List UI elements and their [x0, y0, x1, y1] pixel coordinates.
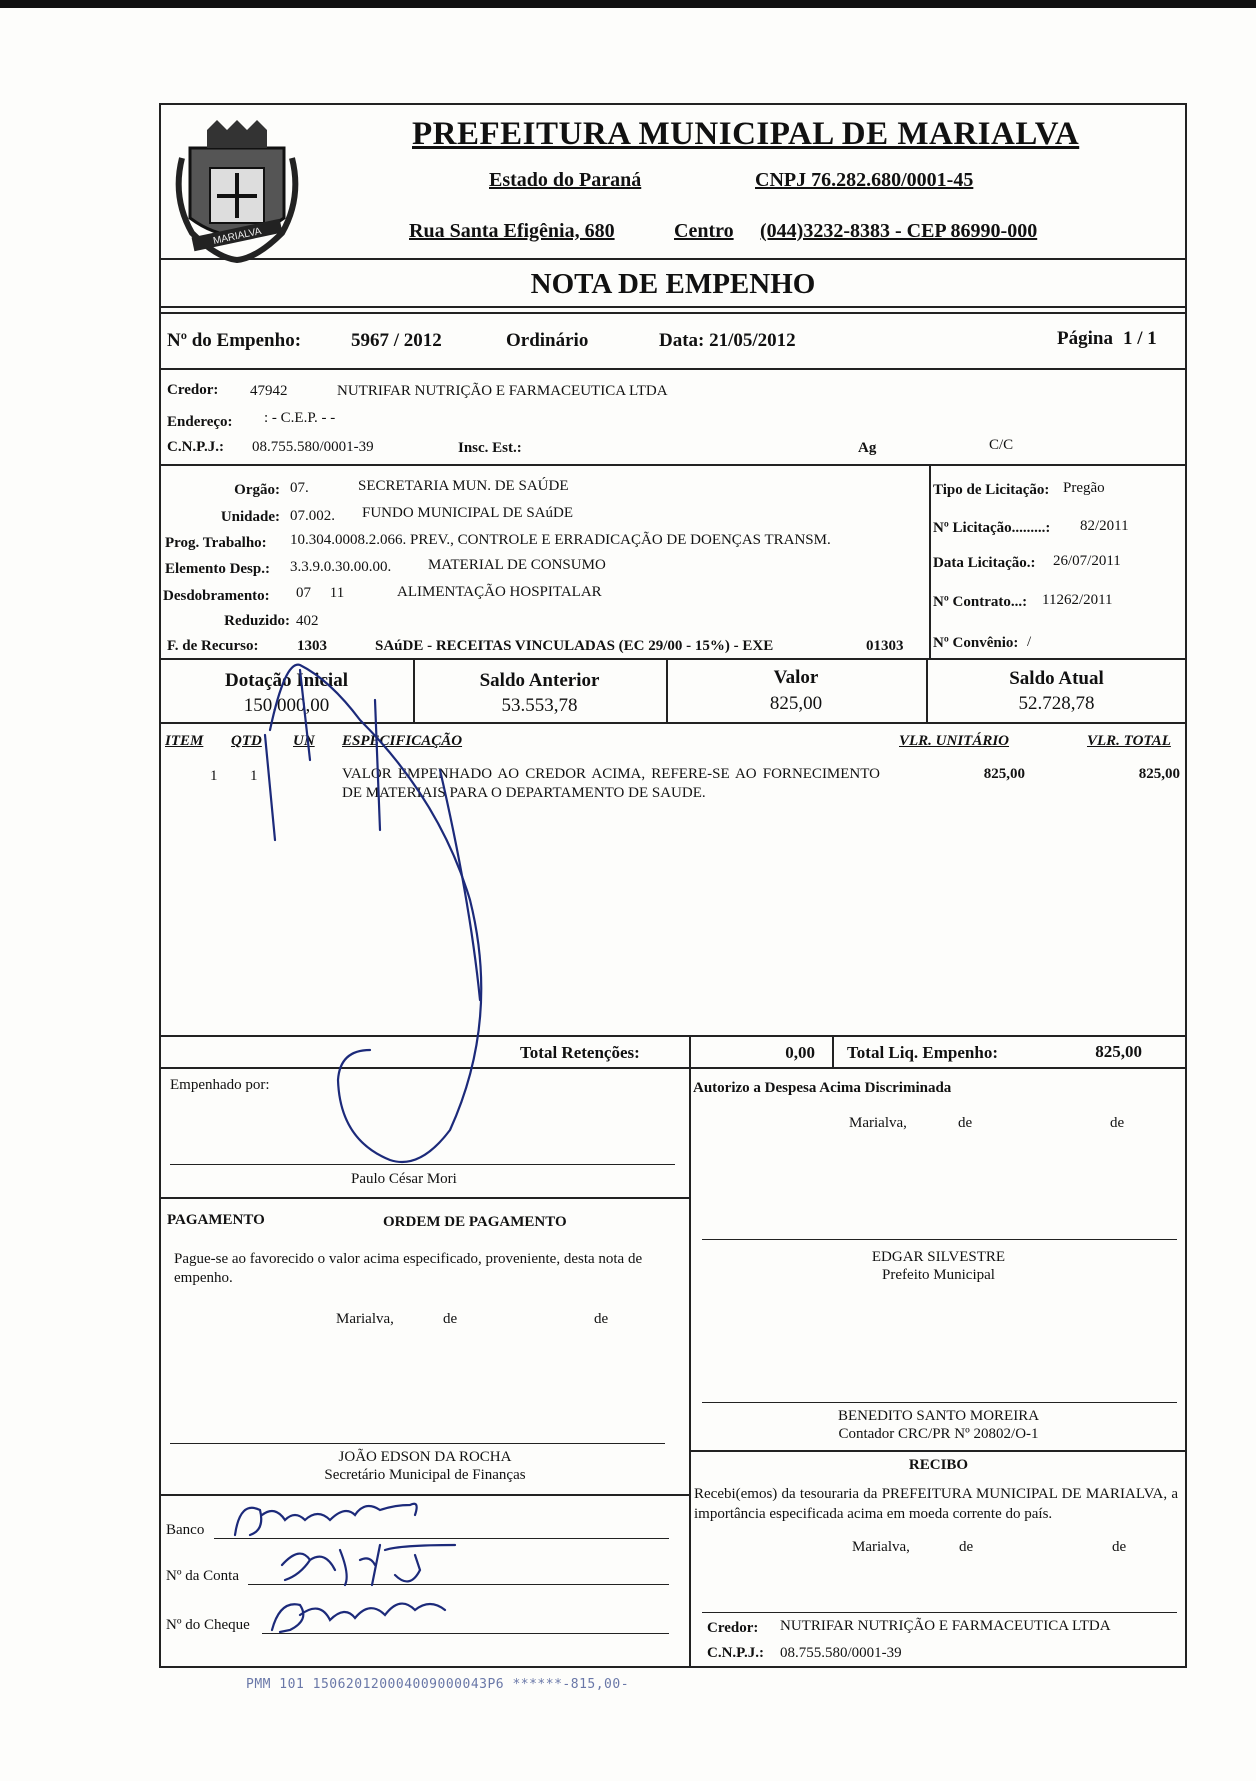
- address-label: Endereço:: [167, 414, 233, 430]
- recurso-number: 01303: [866, 638, 904, 654]
- credor-name: NUTRIFAR NUTRIÇÃO E FARMACEUTICA LTDA: [337, 383, 668, 399]
- col-header-vlr-unitario: VLR. UNITÁRIO: [899, 733, 1010, 749]
- page-label: Página: [1057, 328, 1113, 349]
- elemento-name: MATERIAL DE CONSUMO: [428, 557, 606, 573]
- elemento-label: Elemento Desp.:: [165, 561, 270, 577]
- autorizo-local: Marialva,: [849, 1115, 907, 1131]
- ordem-pagamento-label: ORDEM DE PAGAMENTO: [383, 1214, 567, 1230]
- svg-text:MARIALVA: MARIALVA: [212, 225, 263, 247]
- autorizo-de1: de: [958, 1115, 973, 1131]
- item-unit-value: 825,00: [983, 766, 1025, 782]
- credor-code: 47942: [250, 383, 288, 399]
- orgao-name: SECRETARIA MUN. DE SAÚDE: [358, 478, 569, 494]
- account-label: C/C: [989, 437, 1014, 453]
- neighborhood: Centro: [674, 220, 734, 242]
- recibo-local: Marialva,: [852, 1539, 910, 1555]
- recurso-name: SAúDE - RECEITAS VINCULADAS (EC 29/00 - 15%) - EXE: [375, 638, 774, 654]
- municipality-title: PREFEITURA MUNICIPAL DE MARIALVA: [412, 116, 1080, 152]
- saldo-anterior-label: Saldo Anterior: [479, 670, 600, 691]
- item-number: 1: [210, 768, 218, 784]
- pagamento-label: PAGAMENTO: [167, 1212, 265, 1228]
- desdobramento-code: 07 11: [296, 585, 345, 601]
- credor-cnpj-label: C.N.P.J.:: [167, 439, 224, 455]
- recibo-cnpj-label: C.N.P.J.:: [707, 1645, 764, 1661]
- col-header-vlr-total: VLR. TOTAL: [1087, 733, 1171, 749]
- contract-number: 11262/2011: [1042, 592, 1113, 608]
- licitacao-date: 26/07/2011: [1053, 553, 1121, 569]
- col-header-item: ITEM: [165, 733, 204, 749]
- recibo-cnpj: 08.755.580/0001-39: [780, 1645, 902, 1661]
- bank-stamp: PMM 101 150620120004009000043P6 ******-815,00-: [246, 1677, 630, 1692]
- orgao-label: Orgão:: [234, 482, 280, 498]
- valor-value: 825,00: [769, 693, 823, 714]
- reduzido: 402: [296, 613, 319, 629]
- recibo-label: RECIBO: [908, 1457, 969, 1473]
- phone-cep: (044)3232-8383 - CEP 86990-000: [760, 220, 1038, 242]
- empenho-number: 5967 / 2012: [351, 330, 442, 351]
- recibo-text: Recebi(emos) da tesouraria da PREFEITURA MUNICIPAL DE MARIALVA, a importância especificada acima em moeda corrente do país.: [694, 1486, 1178, 1522]
- licitacao-number: 82/2011: [1080, 518, 1129, 534]
- unidade-code: 07.002.: [290, 508, 335, 524]
- recibo-de1: de: [959, 1539, 974, 1555]
- recibo-credor-label: Credor:: [707, 1620, 759, 1636]
- recibo-credor-name: NUTRIFAR NUTRIÇÃO E FARMACEUTICA LTDA: [780, 1618, 1111, 1634]
- item-description: VALOR EMPENHADO AO CREDOR ACIMA, REFERE-SE AO FORNECIMENTO DE MATERIAIS PARA O DEPARTAMENTO DE SAUDE.: [342, 766, 880, 801]
- prefeito-name: EDGAR SILVESTRE: [871, 1249, 1006, 1265]
- autorizo-de2: de: [1110, 1115, 1125, 1131]
- contador-name: BENEDITO SANTO MOREIRA: [837, 1408, 1040, 1424]
- empenho-number-label: Nº do Empenho:: [167, 330, 302, 351]
- recurso-code: 1303: [297, 638, 327, 654]
- saldo-anterior-value: 53.553,78: [501, 695, 578, 716]
- pagamento-de2: de: [594, 1311, 609, 1327]
- reduzido-label: Reduzido:: [224, 613, 290, 629]
- convenio-number: /: [1027, 634, 1032, 650]
- recurso-label: F. de Recurso:: [167, 638, 259, 654]
- retencoes-value: 0,00: [785, 1043, 815, 1062]
- item-qtd: 1: [250, 768, 258, 784]
- orgao-code: 07.: [290, 480, 309, 496]
- empenho-type: Ordinário: [506, 330, 589, 351]
- municipality-cnpj: CNPJ 76.282.680/0001-45: [755, 169, 974, 191]
- pagamento-text: Pague-se ao favorecido o valor acima especificado, proveniente, desta nota de empenho.: [174, 1251, 643, 1286]
- prefeito-cargo: Prefeito Municipal: [882, 1267, 995, 1283]
- unidade-name: FUNDO MUNICIPAL DE SAúDE: [362, 505, 573, 521]
- retencoes-label: Total Retenções:: [520, 1043, 640, 1062]
- cheque-label: Nº do Cheque: [166, 1617, 250, 1633]
- valor-label: Valor: [773, 667, 819, 688]
- pagamento-de1: de: [443, 1311, 458, 1327]
- saldo-atual-value: 52.728,78: [1018, 693, 1095, 714]
- saldo-atual-label: Saldo Atual: [1009, 668, 1104, 689]
- desdobramento-label: Desdobramento:: [163, 588, 270, 604]
- credor-address: : - C.E.P. - -: [264, 410, 336, 426]
- secretario-name: JOÃO EDSON DA ROCHA: [338, 1449, 512, 1465]
- empenhado-label: Empenhado por:: [170, 1077, 270, 1093]
- document-title: NOTA DE EMPENHO: [530, 268, 816, 300]
- licitacao-date-label: Data Licitação.:: [933, 555, 1036, 571]
- contract-label: Nº Contrato...:: [933, 594, 1028, 610]
- convenio-label: Nº Convênio:: [933, 635, 1019, 651]
- state-name: Estado do Paraná: [489, 169, 642, 191]
- agency-label: Ag: [858, 440, 877, 456]
- item-total-value: 825,00: [1138, 766, 1180, 782]
- empenho-date: Data: 21/05/2012: [659, 330, 796, 351]
- licitacao-number-label: Nº Licitação.........:: [933, 520, 1051, 536]
- secretario-cargo: Secretário Municipal de Finanças: [324, 1467, 526, 1483]
- recibo-de2: de: [1112, 1539, 1127, 1555]
- empenhado-name: Paulo César Mori: [351, 1171, 457, 1187]
- autorizo-label: Autorizo a Despesa Acima Discriminada: [693, 1080, 952, 1096]
- col-header-especificacao: ESPECIFICAÇÃO: [342, 733, 463, 749]
- col-header-un: UN: [293, 733, 315, 749]
- contador-cargo: Contador CRC/PR Nº 20802/O-1: [838, 1426, 1039, 1442]
- page-number: 1 / 1: [1123, 328, 1157, 349]
- liquido-value: 825,00: [1095, 1042, 1142, 1061]
- dotacao-label: Dotação Inicial: [225, 670, 348, 691]
- liquido-label: Total Liq. Empenho:: [847, 1043, 998, 1062]
- desdobramento-name: ALIMENTAÇÃO HOSPITALAR: [397, 584, 602, 600]
- prog-trabalho-label: Prog. Trabalho:: [165, 535, 267, 551]
- pagamento-local: Marialva,: [336, 1311, 394, 1327]
- insc-est-label: Insc. Est.:: [458, 440, 522, 456]
- street-address: Rua Santa Efigênia, 680: [409, 220, 615, 242]
- tipo-licitacao: Pregão: [1063, 480, 1105, 496]
- credor-cnpj: 08.755.580/0001-39: [252, 439, 374, 455]
- prog-trabalho: 10.304.0008.2.066. PREV., CONTROLE E ERRADICAÇÃO DE DOENÇAS TRANSM.: [290, 532, 831, 548]
- conta-label: Nº da Conta: [166, 1568, 239, 1584]
- elemento-code: 3.3.9.0.30.00.00.: [290, 559, 392, 575]
- dotacao-value: 150.000,00: [243, 695, 330, 716]
- col-header-qtd: QTD: [231, 733, 262, 749]
- unidade-label: Unidade:: [220, 509, 280, 525]
- tipo-licitacao-label: Tipo de Licitação:: [933, 482, 1050, 498]
- credor-label: Credor:: [167, 382, 219, 398]
- banco-label: Banco: [166, 1522, 205, 1538]
